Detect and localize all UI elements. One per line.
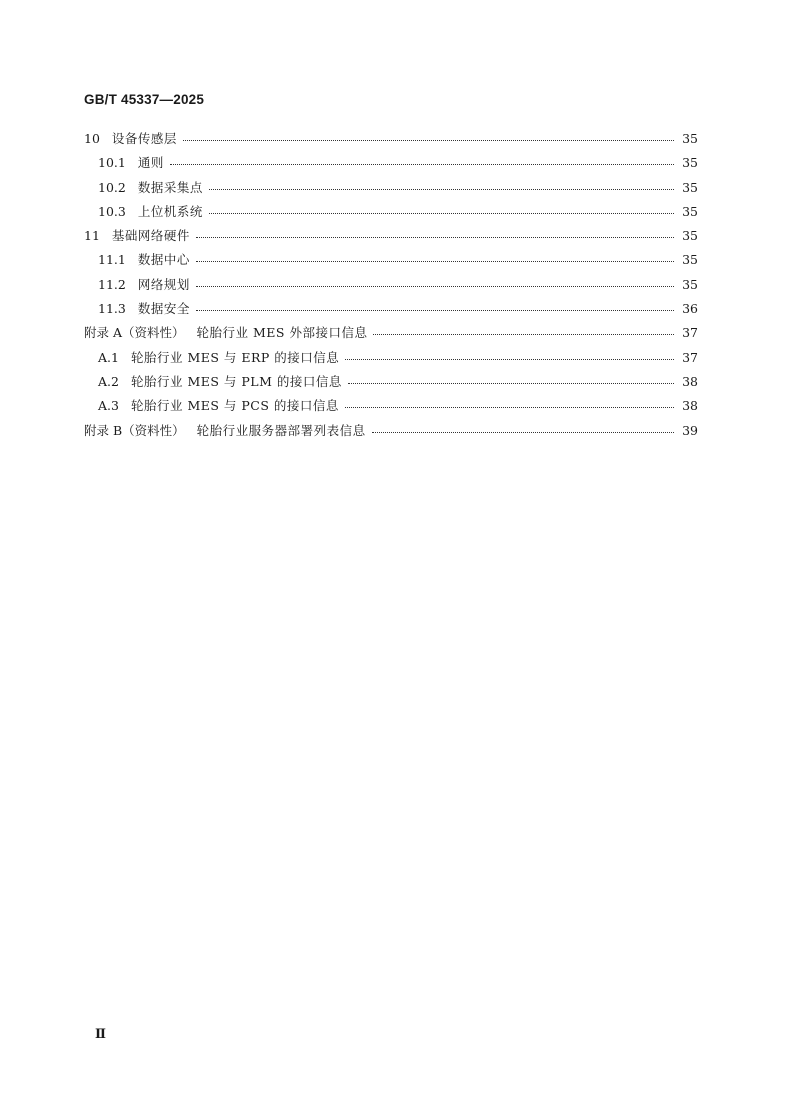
- toc-dot-leader: [209, 179, 674, 190]
- toc-entry-page: 35: [682, 203, 698, 219]
- toc-entry-number: A.3: [98, 398, 119, 414]
- toc-entry-title: 上位机系统: [137, 203, 203, 219]
- toc-entry-title: 数据中心: [137, 252, 190, 268]
- toc-entry-page: 35: [682, 228, 698, 244]
- toc-entry-page: 35: [682, 179, 698, 195]
- toc-entry-page: 37: [682, 349, 698, 365]
- toc-entry-title: 数据安全: [137, 301, 190, 317]
- toc-entry-number: 附录 A（资料性）: [84, 325, 185, 341]
- toc-entry-title: 数据采集点: [137, 179, 203, 195]
- toc-entry-number: 11.2: [98, 276, 126, 292]
- page-number: Ⅱ: [95, 1027, 106, 1042]
- toc-entry-number: A.2: [98, 373, 119, 389]
- document-code: GB/T 45337—2025: [84, 92, 205, 107]
- toc-entry-page: 35: [682, 276, 698, 292]
- toc-entry-a-3[interactable]: [84, 394, 698, 418]
- toc-entry-10-3[interactable]: [84, 200, 698, 224]
- toc-entry-title: 通则: [137, 155, 164, 171]
- toc-dot-leader: [196, 227, 674, 238]
- toc-entry-number: 11.1: [98, 252, 126, 268]
- toc-entry-number: 10.1: [98, 155, 126, 171]
- toc-entry-10[interactable]: [84, 127, 698, 151]
- toc-dot-leader: [373, 324, 674, 335]
- table-of-contents: [84, 127, 698, 443]
- toc-dot-leader: [196, 300, 674, 311]
- toc-entry-10-1[interactable]: [84, 151, 698, 175]
- toc-entry-10-2[interactable]: [84, 176, 698, 200]
- toc-dot-leader: [345, 349, 674, 360]
- toc-dot-leader: [196, 276, 674, 287]
- toc-entry-number: 11: [84, 228, 100, 244]
- toc-entry-title: 网络规划: [137, 276, 190, 292]
- toc-dot-leader: [372, 422, 674, 433]
- toc-entry-11-2[interactable]: [84, 273, 698, 297]
- toc-entry-11-1[interactable]: [84, 248, 698, 272]
- toc-entry-11[interactable]: [84, 224, 698, 248]
- toc-entry-page: 35: [682, 155, 698, 171]
- toc-entry-appendix-a[interactable]: [84, 321, 698, 345]
- toc-entry-title: 轮胎行业 MES 外部接口信息: [196, 325, 368, 341]
- toc-entry-page: 35: [682, 252, 698, 268]
- toc-dot-leader: [170, 154, 674, 165]
- toc-entry-title: 轮胎行业服务器部署列表信息: [196, 422, 366, 438]
- toc-dot-leader: [209, 203, 674, 214]
- toc-dot-leader: [345, 397, 674, 408]
- toc-entry-title: 基础网络硬件: [111, 228, 190, 244]
- toc-entry-page: 39: [682, 422, 698, 438]
- toc-entry-number: 11.3: [98, 301, 126, 317]
- toc-dot-leader: [183, 130, 674, 141]
- toc-entry-page: 38: [682, 398, 698, 414]
- toc-entry-number: 10.2: [98, 179, 126, 195]
- toc-entry-number: A.1: [98, 349, 119, 365]
- toc-entry-11-3[interactable]: [84, 297, 698, 321]
- toc-entry-a-2[interactable]: [84, 370, 698, 394]
- toc-entry-page: 38: [682, 373, 698, 389]
- toc-entry-title: 轮胎行业 MES 与 PCS 的接口信息: [130, 398, 339, 414]
- toc-entry-page: 36: [682, 301, 698, 317]
- toc-entry-number: 10.3: [98, 203, 126, 219]
- toc-entry-title: 轮胎行业 MES 与 ERP 的接口信息: [130, 349, 340, 365]
- toc-entry-title: 轮胎行业 MES 与 PLM 的接口信息: [130, 373, 342, 389]
- toc-entry-title: 设备传感层: [111, 131, 177, 146]
- toc-entry-number: 10: [84, 131, 100, 146]
- toc-entry-page: 35: [682, 131, 698, 146]
- toc-entry-appendix-b[interactable]: [84, 419, 698, 443]
- toc-entry-page: 37: [682, 325, 698, 341]
- toc-entry-a-1[interactable]: [84, 346, 698, 370]
- toc-entry-number: 附录 B（资料性）: [84, 422, 185, 438]
- toc-dot-leader: [348, 373, 674, 384]
- toc-dot-leader: [196, 251, 674, 262]
